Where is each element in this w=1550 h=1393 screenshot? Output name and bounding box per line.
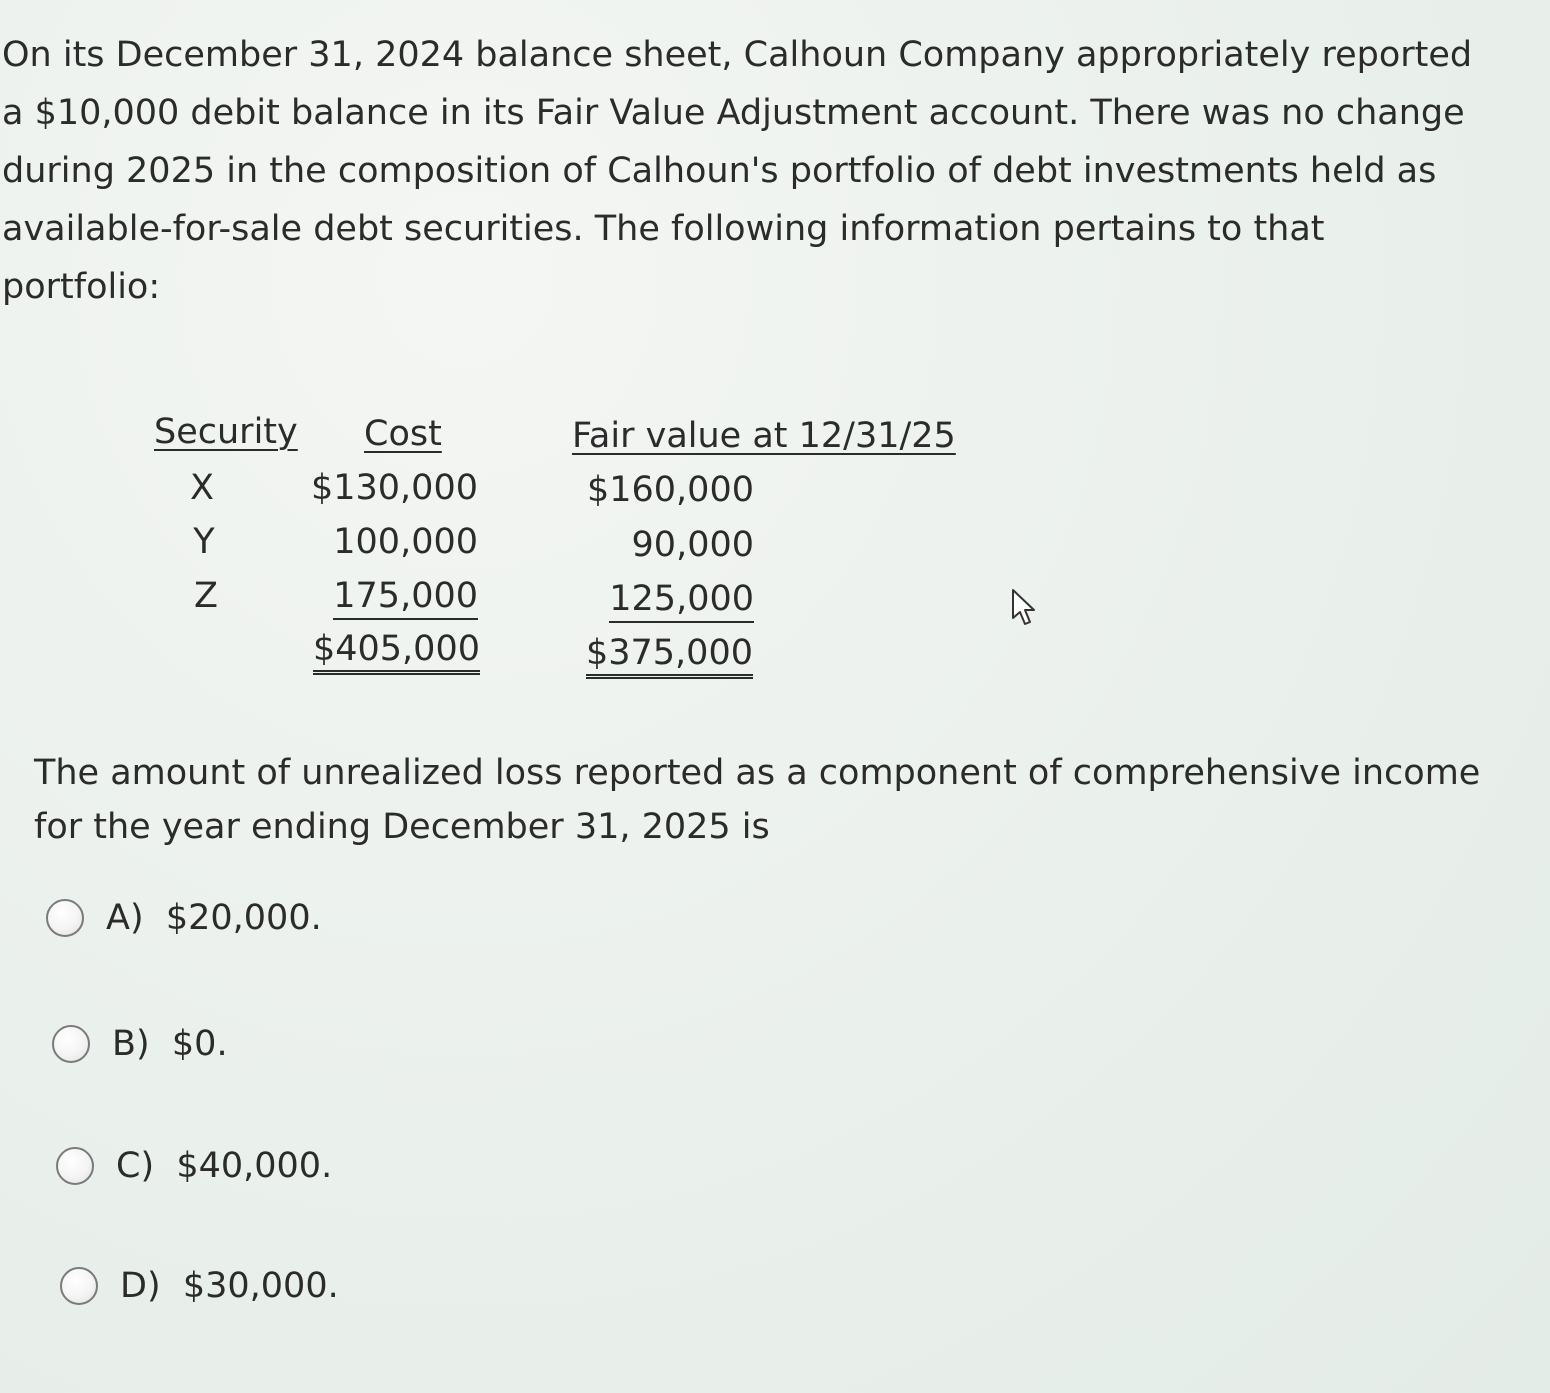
option-label: B) $0. <box>112 1024 228 1064</box>
question-line: for the year ending December 31, 2025 is <box>34 807 770 847</box>
option-d[interactable] <box>60 1266 339 1306</box>
option-b[interactable] <box>52 1024 228 1064</box>
option-label: C) $40,000. <box>116 1146 333 1186</box>
total-fair-value: $375,000 <box>586 633 753 679</box>
radio-button[interactable] <box>56 1147 94 1185</box>
row-z-fair-value-wrap <box>534 577 754 621</box>
radio-button[interactable] <box>60 1267 98 1305</box>
total-fair-value-wrap <box>533 631 753 675</box>
option-label: D) $30,000. <box>120 1266 339 1306</box>
row-z-security: Z <box>194 576 218 616</box>
intro-line: a $10,000 debit balance in its Fair Value Adjustment account. There was no change <box>2 93 1465 133</box>
question-prompt <box>34 746 1481 854</box>
row-x-fair-value: $160,000 <box>586 470 754 510</box>
option-a[interactable] <box>46 898 322 938</box>
intro-line: available-for-sale debt securities. The following information pertains to that <box>2 209 1325 249</box>
header-cost: Cost <box>364 414 442 454</box>
question-intro <box>2 26 1502 316</box>
intro-line: portfolio: <box>2 267 161 307</box>
mouse-pointer-icon <box>1010 588 1038 628</box>
option-c[interactable] <box>56 1146 332 1186</box>
header-fair-value: Fair value at 12/31/25 <box>572 416 956 456</box>
row-z-cost-wrap <box>258 574 478 618</box>
intro-line: during 2025 in the composition of Calhoun's portfolio of debt investments held as <box>2 151 1437 191</box>
row-z-cost: 175,000 <box>333 576 478 620</box>
total-cost: $405,000 <box>313 629 480 675</box>
radio-button[interactable] <box>46 899 84 937</box>
intro-line: On its December 31, 2024 balance sheet, Calhoun Company appropriately reported <box>2 35 1473 75</box>
radio-button[interactable] <box>52 1025 90 1063</box>
option-label: A) $20,000. <box>106 898 322 938</box>
question-line: The amount of unrealized loss reported as a component of comprehensive income <box>34 753 1481 793</box>
row-y-cost: 100,000 <box>333 522 478 562</box>
row-y-security: Y <box>193 522 215 562</box>
row-x-security: X <box>190 468 214 508</box>
total-cost-wrap <box>260 627 480 671</box>
row-x-cost: $130,000 <box>310 468 478 508</box>
row-y-fair-value: 90,000 <box>631 525 754 565</box>
row-z-fair-value: 125,000 <box>609 579 754 623</box>
header-security: Security <box>154 412 298 452</box>
